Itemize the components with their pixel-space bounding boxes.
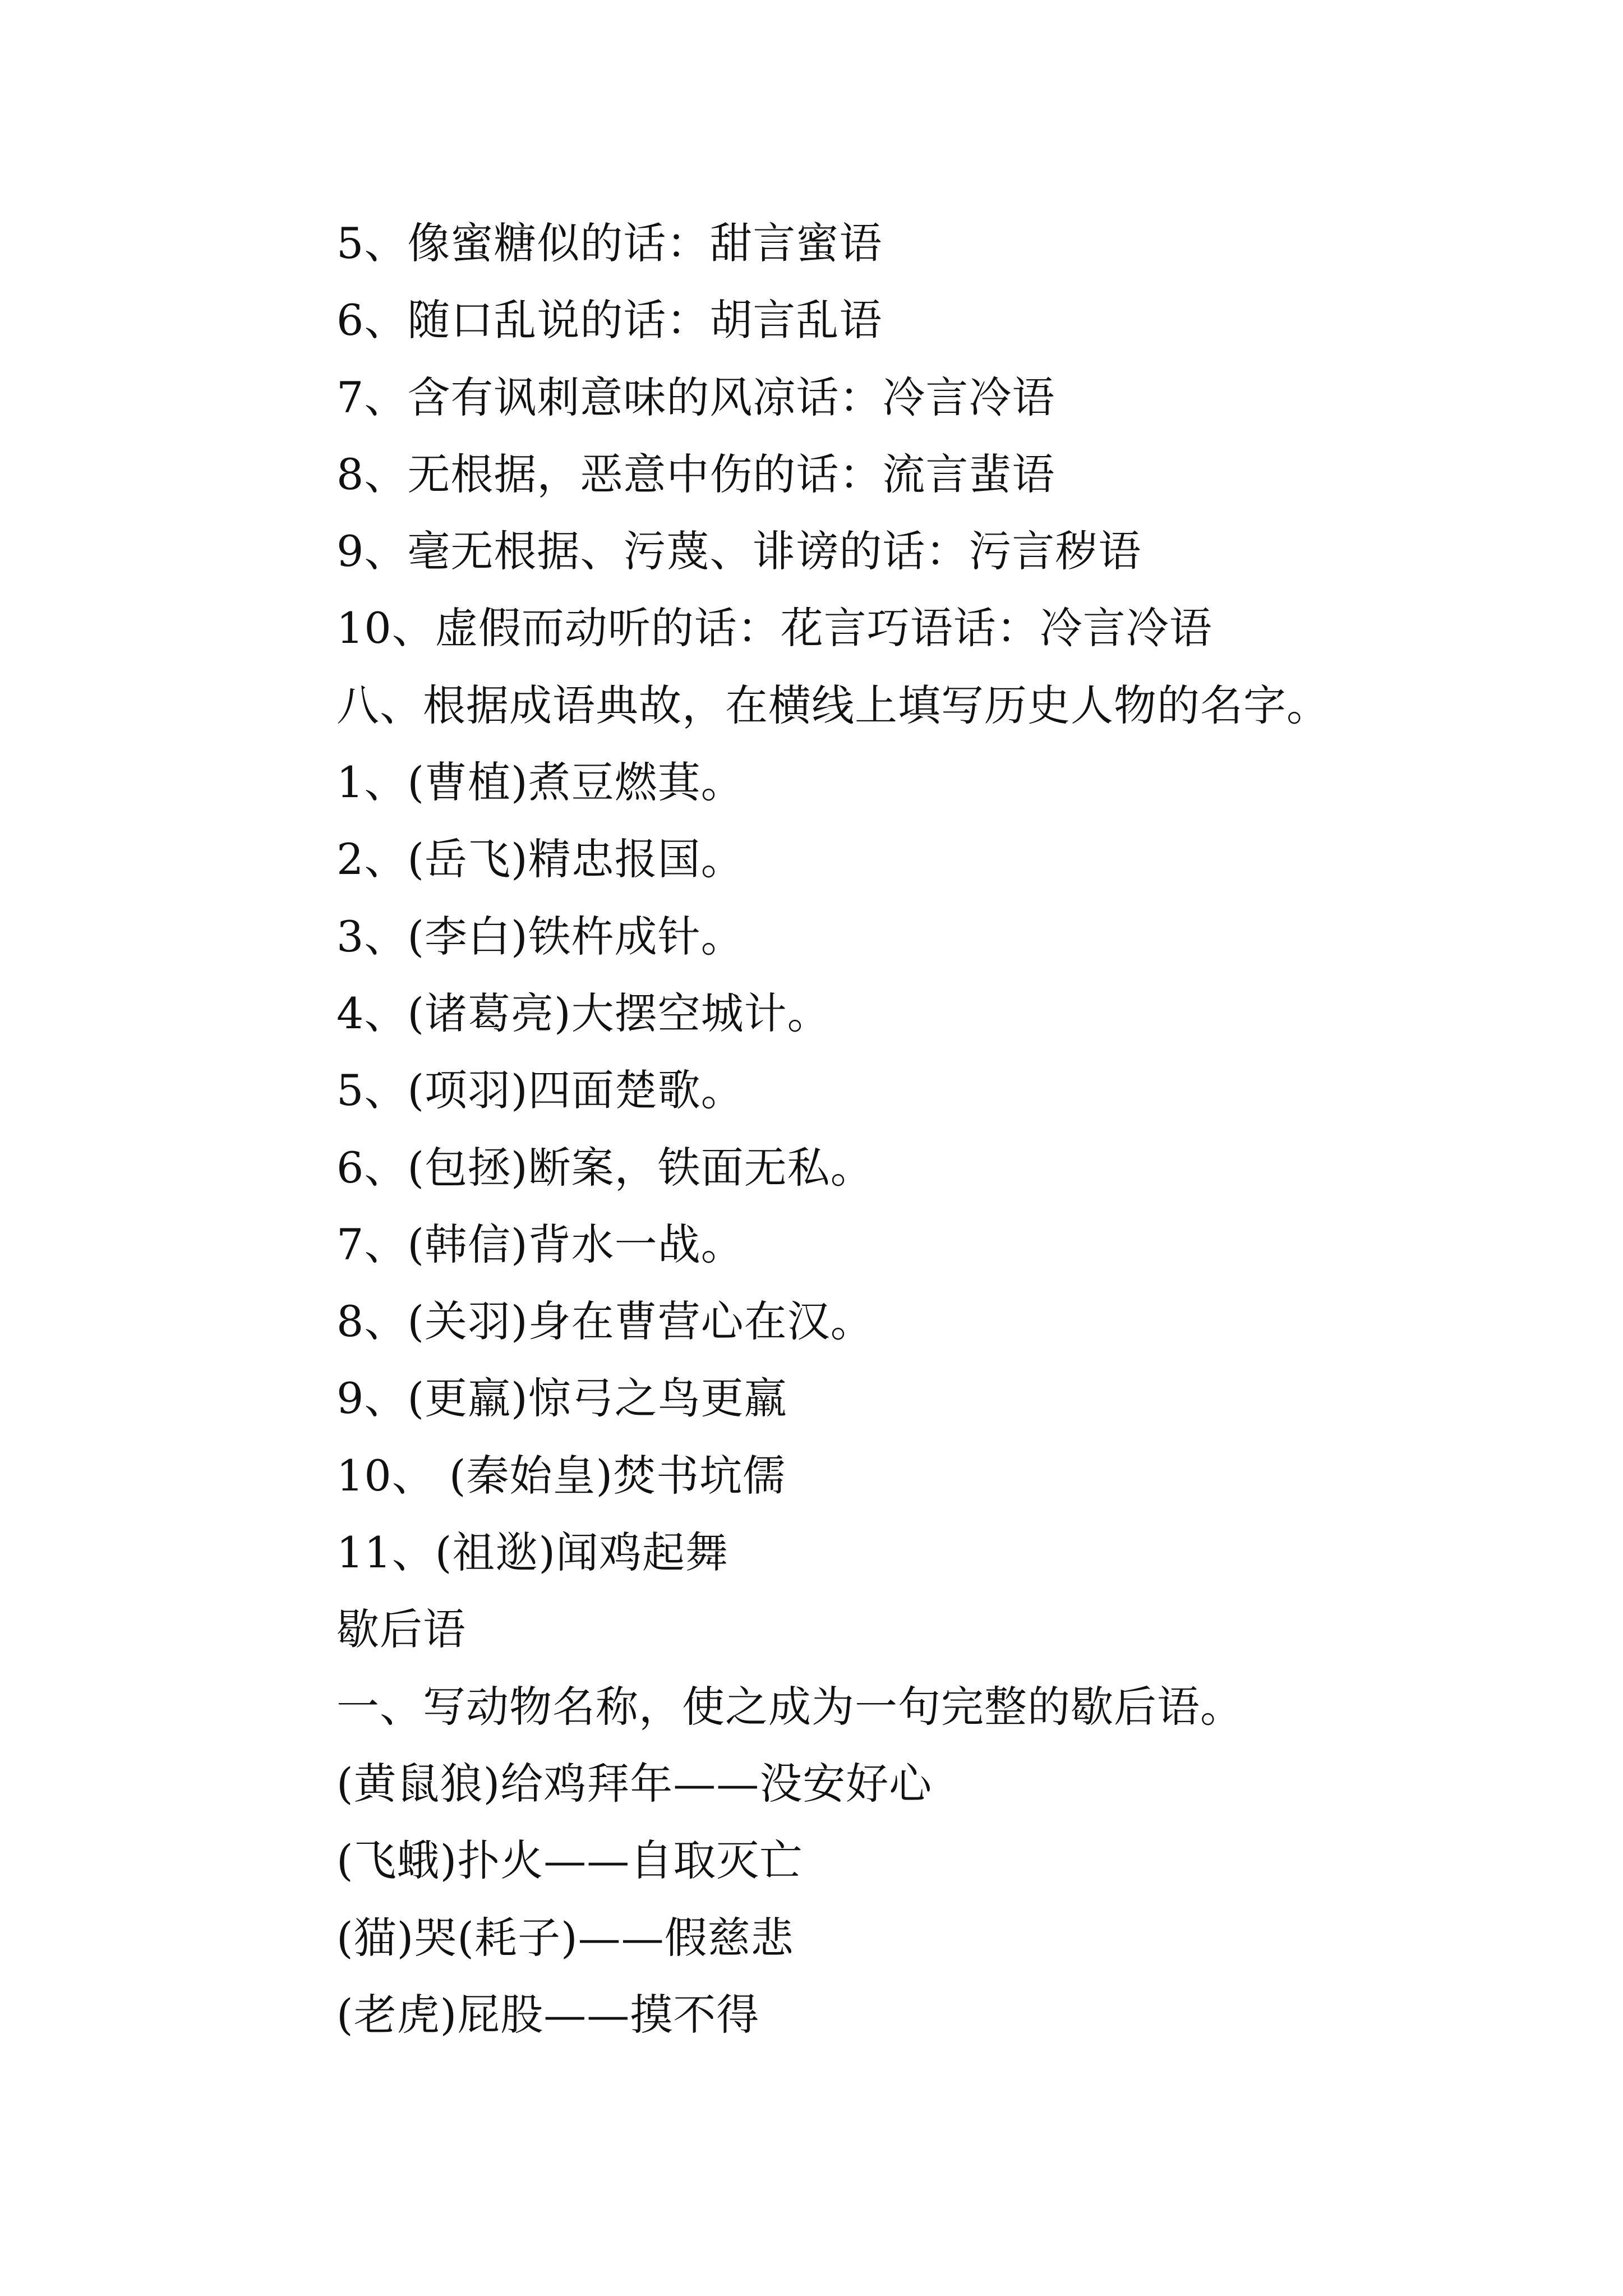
section-eight	[336, 667, 1570, 1591]
list-item: 6、随口乱说的话：胡言乱语	[336, 295, 883, 346]
list-item: 8、无根据，恶意中伤的话：流言蜚语	[336, 449, 1055, 499]
list-item: (老虎)屁股——摸不得	[336, 1989, 760, 2040]
list-item: 7、含有讽刺意味的风凉话：冷言冷语	[336, 372, 1055, 422]
list-item: 10、虚假而动听的话：花言巧语话：冷言冷语	[336, 603, 1212, 654]
list-item: 5、像蜜糖似的话：甜言蜜语	[336, 218, 883, 268]
list-item: 5、(项羽)四面楚歌。	[336, 1065, 744, 1116]
list-item: 9、毫无根据、污蔑、诽谤的话：污言秽语	[336, 526, 1142, 577]
list-item: 10、 (秦始皇)焚书坑儒	[336, 1450, 786, 1501]
list-item: 2、(岳飞)精忠报国。	[336, 834, 744, 885]
list-item: 4、(诸葛亮)大摆空城计。	[336, 988, 831, 1038]
list-item: 8、(关羽)身在曹营心在汉。	[336, 1296, 874, 1347]
xiehouyu-section	[336, 1591, 1570, 2053]
speech-idiom-list	[336, 205, 1570, 667]
list-item: 6、(包拯)断案，铁面无私。	[336, 1142, 874, 1193]
list-item: 3、(李白)铁杵成针。	[336, 911, 744, 961]
list-item: 7、(韩信)背水一战。	[336, 1219, 744, 1269]
list-item: 1、(曹植)煮豆燃萁。	[336, 757, 744, 808]
list-item: 11、(祖逖)闻鸡起舞	[336, 1527, 729, 1578]
list-item: (猫)哭(耗子)——假慈悲	[336, 1912, 794, 1963]
list-item: (黄鼠狼)给鸡拜年——没安好心	[336, 1758, 933, 1809]
document-body	[336, 205, 1570, 2053]
section-heading: 一、写动物名称，使之成为一句完整的歇后语。	[336, 1681, 1243, 1732]
section-title: 歇后语	[336, 1604, 466, 1655]
list-item: (飞蛾)扑火——自取灭亡	[336, 1835, 803, 1886]
list-item: 9、(更羸)惊弓之鸟更羸	[336, 1373, 787, 1424]
section-heading: 八、根据成语典故，在横线上填写历史人物的名字。	[336, 680, 1330, 730]
